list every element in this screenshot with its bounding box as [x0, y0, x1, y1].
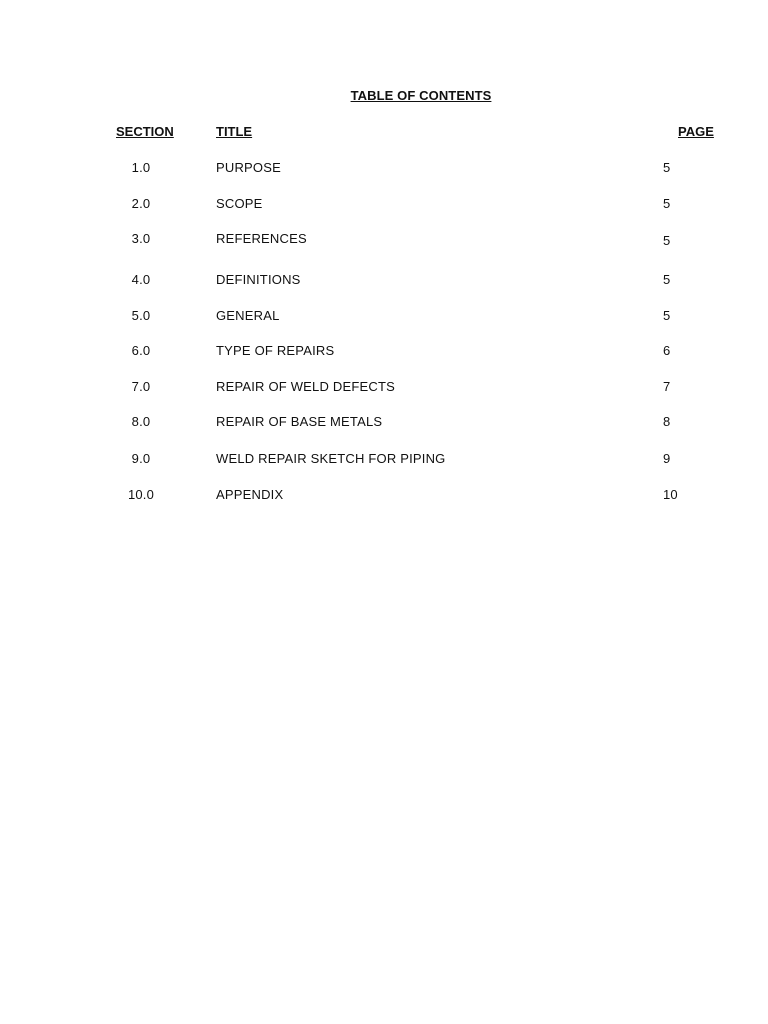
toc-page-number: 5 [663, 308, 671, 323]
toc-page-number: 5 [663, 160, 671, 175]
toc-section-number: 1.0 [131, 160, 151, 175]
toc-page-number: 5 [663, 196, 671, 211]
toc-section-number: 2.0 [131, 196, 151, 211]
toc-row [0, 272, 768, 290]
toc-section-number: 6.0 [131, 343, 151, 358]
toc-page-number: 9 [663, 451, 671, 466]
toc-section-number: 8.0 [131, 414, 151, 429]
toc-row [0, 487, 768, 505]
toc-section-title: TYPE OF REPAIRS [216, 343, 335, 358]
toc-row [0, 308, 768, 326]
toc-section-number: 7.0 [131, 379, 151, 394]
toc-section-title: PURPOSE [216, 160, 281, 175]
toc-row [0, 343, 768, 361]
column-header-section: SECTION [116, 124, 174, 139]
toc-section-title: APPENDIX [216, 487, 284, 502]
toc-section-title: REPAIR OF WELD DEFECTS [216, 379, 395, 394]
toc-section-title: REPAIR OF BASE METALS [216, 414, 383, 429]
toc-section-number: 4.0 [131, 272, 151, 287]
toc-section-number: 10.0 [127, 487, 155, 502]
toc-page-number: 5 [663, 272, 671, 287]
toc-page-number: 6 [663, 343, 671, 358]
toc-row [0, 379, 768, 397]
toc-row [0, 196, 768, 214]
toc-page-number: 10 [663, 487, 678, 502]
column-header-title: TITLE [216, 124, 253, 139]
toc-row [0, 231, 768, 249]
column-header-page: PAGE [678, 124, 714, 139]
toc-page-number: 8 [663, 414, 671, 429]
toc-section-number: 5.0 [131, 308, 151, 323]
toc-section-number: 9.0 [131, 451, 151, 466]
toc-row [0, 160, 768, 178]
toc-row [0, 451, 768, 469]
toc-section-number: 3.0 [131, 231, 151, 246]
toc-heading: TABLE OF CONTENTS [350, 88, 492, 103]
toc-section-title: WELD REPAIR SKETCH FOR PIPING [216, 451, 446, 466]
toc-section-title: DEFINITIONS [216, 272, 301, 287]
toc-page-number: 5 [663, 233, 671, 248]
toc-section-title: SCOPE [216, 196, 263, 211]
toc-section-title: GENERAL [216, 308, 280, 323]
toc-section-title: REFERENCES [216, 231, 307, 246]
toc-page-number: 7 [663, 379, 671, 394]
toc-row [0, 414, 768, 432]
